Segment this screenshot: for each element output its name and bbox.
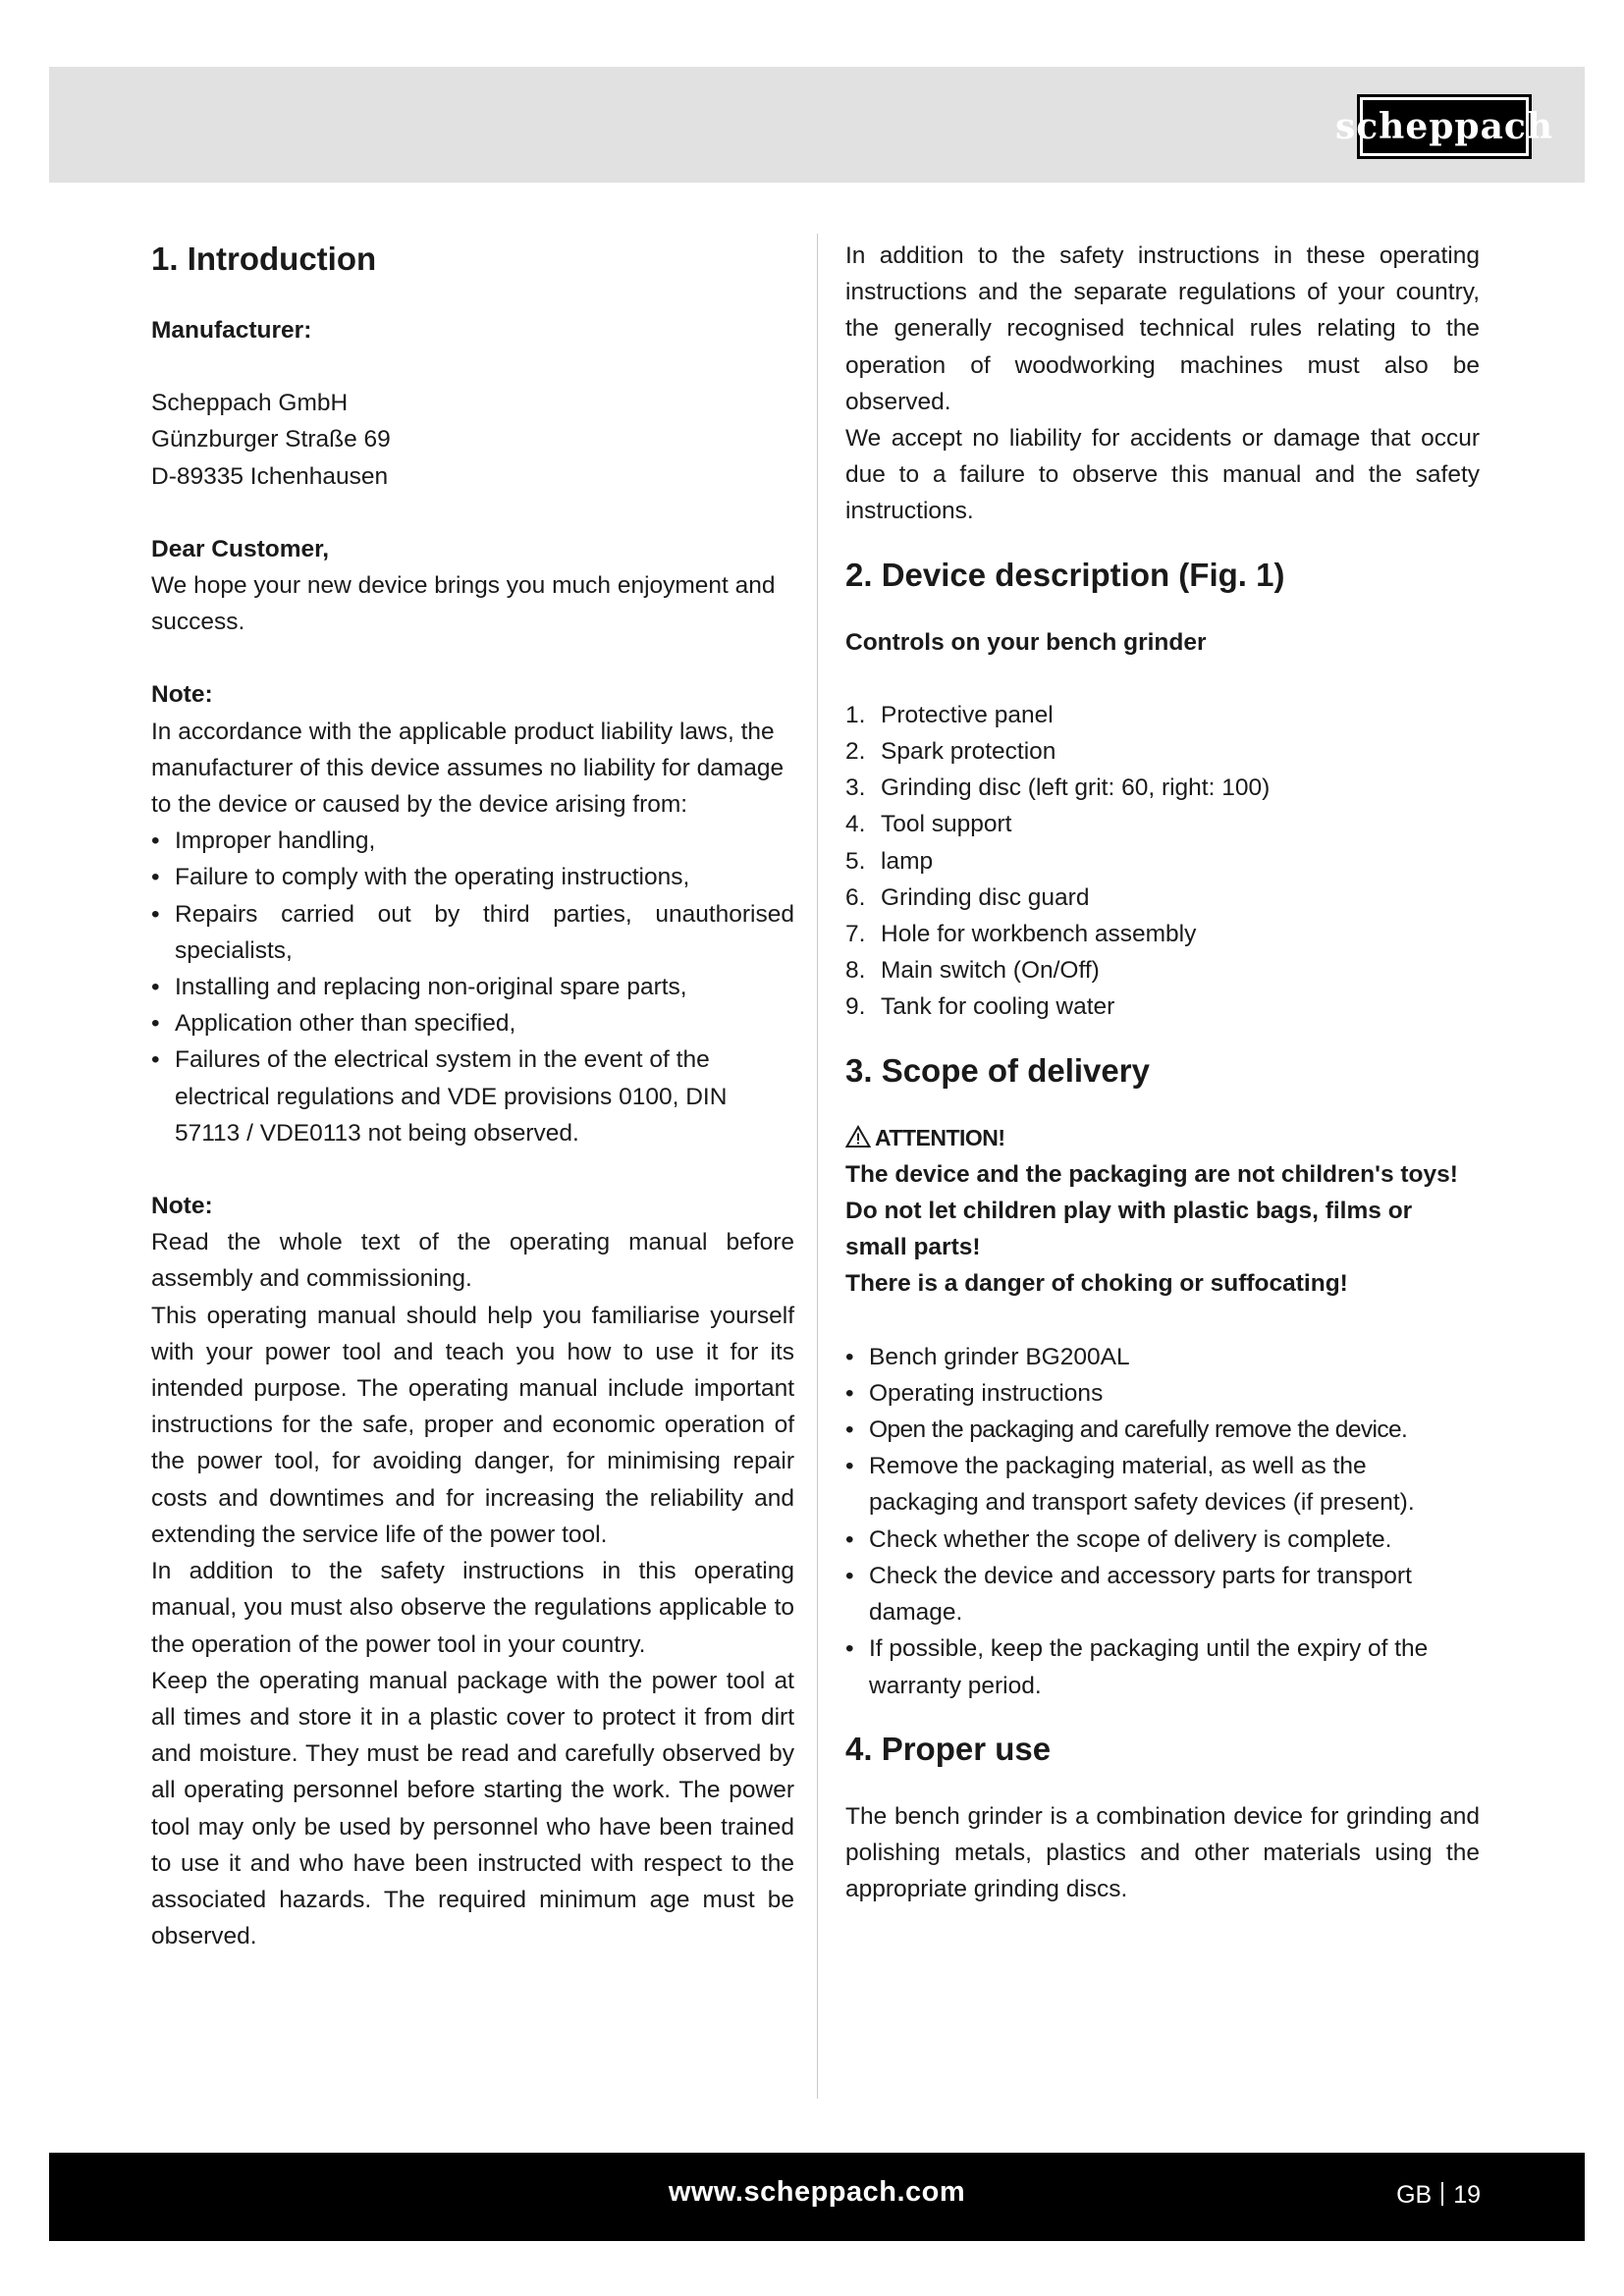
right-column <box>845 238 1480 1907</box>
list-item: • Open the packaging and carefully remove the device. <box>845 1412 1480 1448</box>
note-label: Note: <box>151 1193 213 1220</box>
liability-paragraph: We accept no liability for accidents or damage that occur due to a failure to observe this manual and the safety instructions. <box>845 425 1480 525</box>
list-item: • Check whether the scope of delivery is complete. <box>845 1522 1480 1558</box>
attention-line: There is a danger of choking or suffocating! <box>845 1270 1348 1298</box>
controls-label: Controls on your bench grinder <box>845 628 1207 656</box>
footer-band <box>49 2153 1585 2241</box>
scheppach-logo: scheppach <box>1357 94 1532 159</box>
list-item: 8. Main switch (On/Off) <box>845 957 1100 985</box>
list-item: 4. Tool support <box>845 811 1012 838</box>
list-item: 7. Hole for workbench assembly <box>845 921 1197 948</box>
warning-triangle-icon <box>845 1125 871 1148</box>
language-code: GB <box>1396 2181 1433 2209</box>
list-item: • Remove the packaging material, as well as the packaging and transport safety devices (if present). <box>845 1448 1480 1521</box>
proper-use-text: The bench grinder is a combination device for grinding and polishing metals, plastics and other materials using the appropriate grinding discs. <box>845 1802 1480 1903</box>
list-item: • Repairs carried out by third parties, unauthorised specialists, <box>151 896 794 969</box>
note-paragraph: Read the whole text of the operating manual before assembly and commissioning. <box>151 1229 794 1293</box>
liability-list <box>151 823 794 1151</box>
list-item: • If possible, keep the packaging until the expiry of the warranty period. <box>845 1630 1480 1703</box>
list-item: • Check the device and accessory parts for transport damage. <box>845 1558 1480 1630</box>
introduction-heading: 1. Introduction <box>151 240 377 277</box>
list-item: • Failures of the electrical system in the event of the electrical regulations and VDE provisions 0100, DIN 57113 / VDE0113 not being observed. <box>151 1041 794 1151</box>
note-paragraph: This operating manual should help you familiarise yourself with your power tool and teach you how to use it for its intended purpose. The operating manual include important instructions for the safe, proper and economic operation of the power tool, for avoiding danger, for minimising repair costs and downtimes and for increasing the reliability and extending the service life of the power tool. <box>151 1302 794 1548</box>
column-divider <box>817 234 818 2099</box>
proper-use-heading: 4. Proper use <box>845 1730 1052 1767</box>
attention-line: Do not let children play with plastic bags, films or small parts! <box>845 1198 1413 1261</box>
note-paragraph: In addition to the safety instructions in this operating manual, you must also observe the regulations applicable to the operation of the power tool in your country. <box>151 1558 794 1658</box>
list-item: • Improper handling, <box>151 823 794 859</box>
address-line: D-89335 Ichenhausen <box>151 462 389 490</box>
note-label: Note: <box>151 681 213 709</box>
safety-paragraph: In addition to the safety instructions in these operating instructions and the separate regulations of your country, the generally recognised technical rules relating to the operation of woodworking machines must also be observed. <box>845 242 1480 415</box>
header-band <box>49 67 1585 183</box>
scope-list <box>845 1339 1480 1704</box>
website-link[interactable]: www.scheppach.com <box>668 2176 966 2208</box>
note-text: In accordance with the applicable product liability laws, the manufacturer of this device assumes no liability for damage to the device or caused by the device arising from: <box>151 718 785 819</box>
attention-label: ATTENTION! <box>845 1120 1480 1156</box>
controls-list <box>845 697 1480 1026</box>
list-item: 9. Tank for cooling water <box>845 993 1115 1021</box>
list-item: 6. Grinding disc guard <box>845 883 1090 911</box>
list-item: 5. lamp <box>845 847 934 875</box>
list-item: • Operating instructions <box>845 1375 1480 1412</box>
list-item: 2. Spark protection <box>845 738 1056 766</box>
left-column <box>151 238 794 1954</box>
dear-customer-text: We hope your new device brings you much enjoyment and success. <box>151 572 776 636</box>
dear-customer-label: Dear Customer, <box>151 535 330 562</box>
device-description-heading: 2. Device description (Fig. 1) <box>845 556 1285 593</box>
list-item: • Installing and replacing non-original spare parts, <box>151 969 794 1005</box>
manufacturer-label: Manufacturer: <box>151 317 312 344</box>
address-line: Scheppach GmbH <box>151 390 349 417</box>
list-item: 1. Protective panel <box>845 701 1054 728</box>
attention-line: The device and the packaging are not children's toys! <box>845 1160 1458 1188</box>
scope-of-delivery-heading: 3. Scope of delivery <box>845 1051 1150 1089</box>
note-paragraph: Keep the operating manual package with the power tool at all times and store it in a plastic cover to protect it from dirt and moisture. They must be read and carefully observed by all operating personnel before starting the work. The power tool may only be used by personnel who have been trained to use it and who have been instructed with respect to the associated hazards. The required minimum age must be observed. <box>151 1667 794 1950</box>
manufacturer-address <box>151 385 794 495</box>
page-number <box>1396 2181 1481 2210</box>
address-line: Günzburger Straße 69 <box>151 426 391 454</box>
list-item: • Bench grinder BG200AL <box>845 1339 1480 1375</box>
page-number-value: 19 <box>1453 2181 1481 2209</box>
list-item: • Failure to comply with the operating instructions, <box>151 859 794 895</box>
list-item: 3. Grinding disc (left grit: 60, right: 100) <box>845 774 1271 802</box>
separator <box>1441 2182 1443 2206</box>
list-item: • Application other than specified, <box>151 1005 794 1041</box>
